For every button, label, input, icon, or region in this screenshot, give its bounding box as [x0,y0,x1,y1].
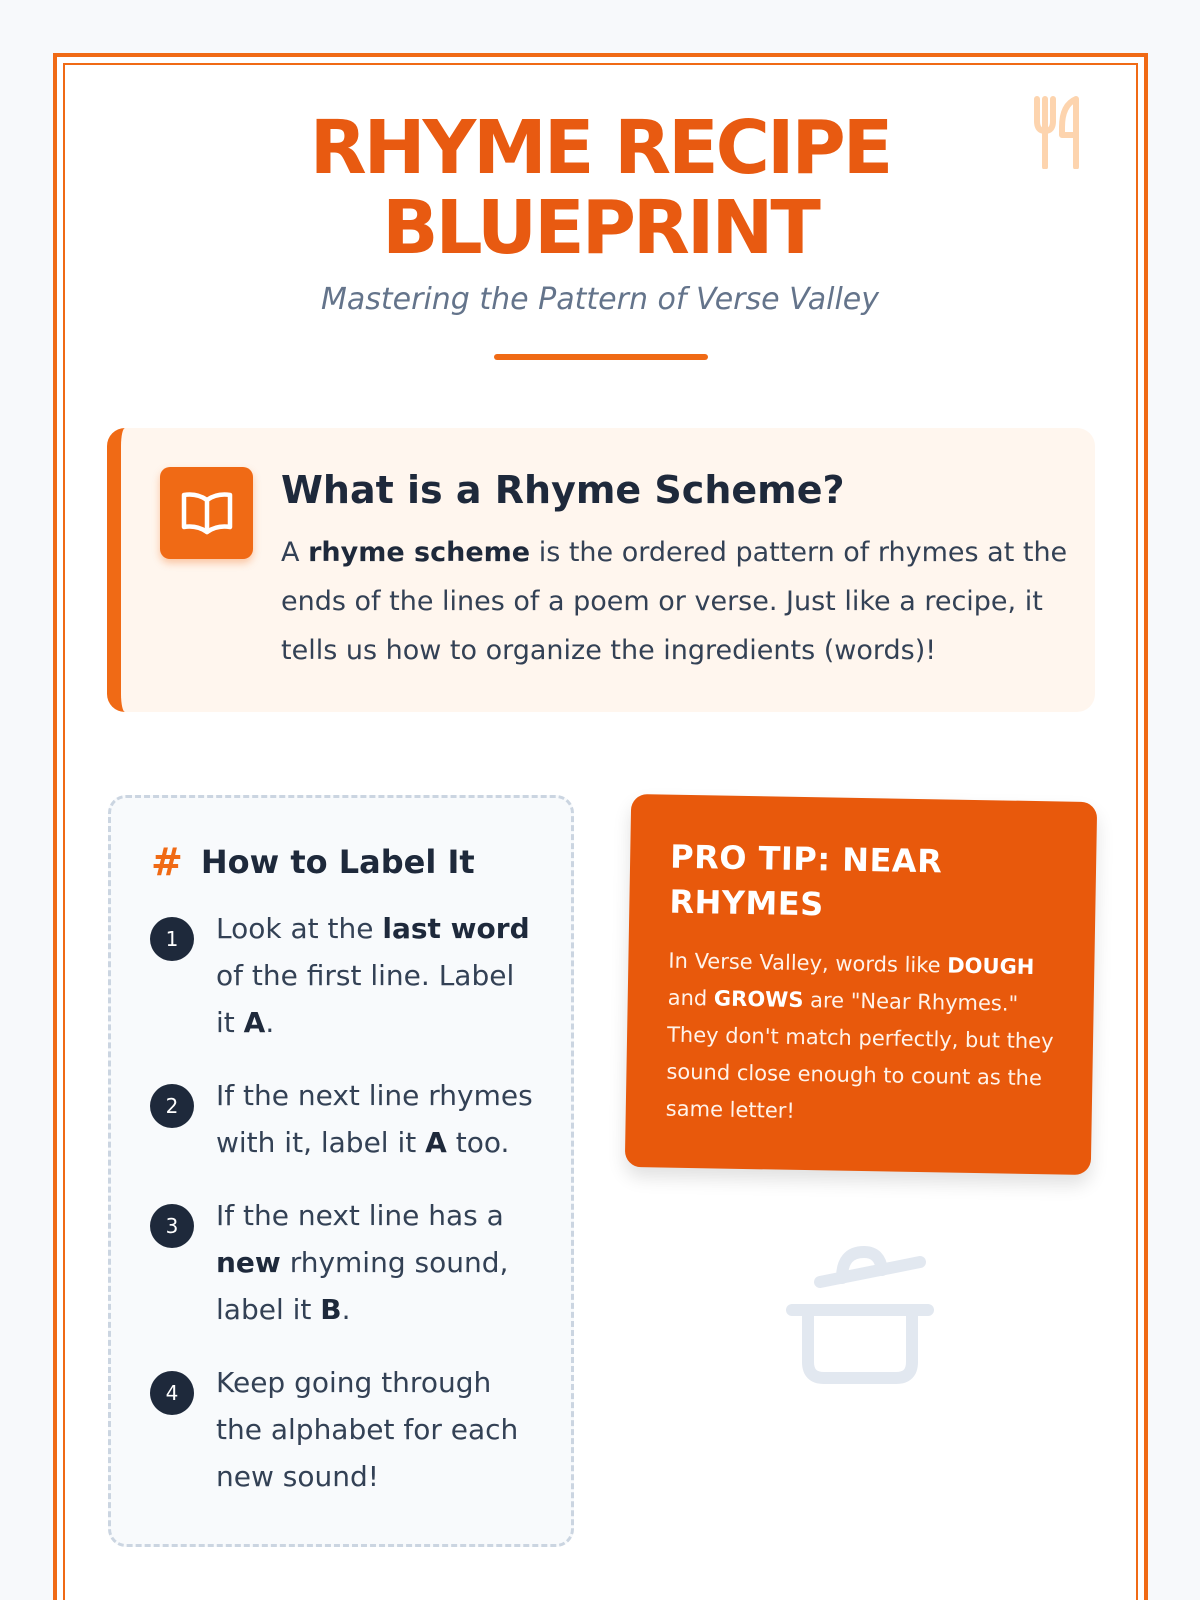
step-text: If the next line rhymes with it, label it A too. [216,1079,533,1159]
step-text: If the next line has a new rhyming sound, label it B. [216,1199,509,1326]
step-item [150,905,550,1046]
page-subtitle: Mastering the Pattern of Verse Valley [321,282,879,317]
step-number: 4 [150,1371,194,1415]
book-open-icon [181,490,233,536]
step-item [150,1072,550,1166]
title-line-1: RHYME RECIPE [309,105,891,191]
step-number: 1 [150,917,194,961]
title-line-2: BLUEPRINT [382,185,818,271]
title-divider [494,354,708,360]
label-heading-text: How to Label It [200,843,475,881]
intro-body: A rhyme scheme is the ordered pattern of rhymes at the ends of the lines of a poem or verse. Just like a recipe, it tells us how to organize the ingredients (words)! [281,537,1068,666]
step-text: Keep going through the alphabet for each new sound! [216,1366,519,1493]
intro-body-bold: rhyme scheme [308,537,531,568]
steps-list [150,905,550,1526]
intro-icon-tile [160,467,253,559]
pro-tip-card [625,794,1097,1175]
step-text: Look at the last word of the first line. Label it A. [216,912,530,1039]
intro-heading: What is a Rhyme Scheme? [281,468,845,512]
step-number: 2 [150,1084,194,1128]
hash-icon: # [151,840,183,884]
step-item [150,1192,550,1333]
step-number: 3 [150,1204,194,1248]
cooking-pot-icon [780,1240,940,1400]
step-item [150,1359,550,1500]
page-title [0,105,1200,271]
pro-tip-body: In Verse Valley, words like DOUGH and GROWS are "Near Rhymes." They don't match perfectly, but they sound close enough to count as the same letter! [665,948,1054,1123]
label-heading [151,840,475,884]
pro-tip-heading: PRO TIP: NEAR RHYMES [669,837,943,924]
